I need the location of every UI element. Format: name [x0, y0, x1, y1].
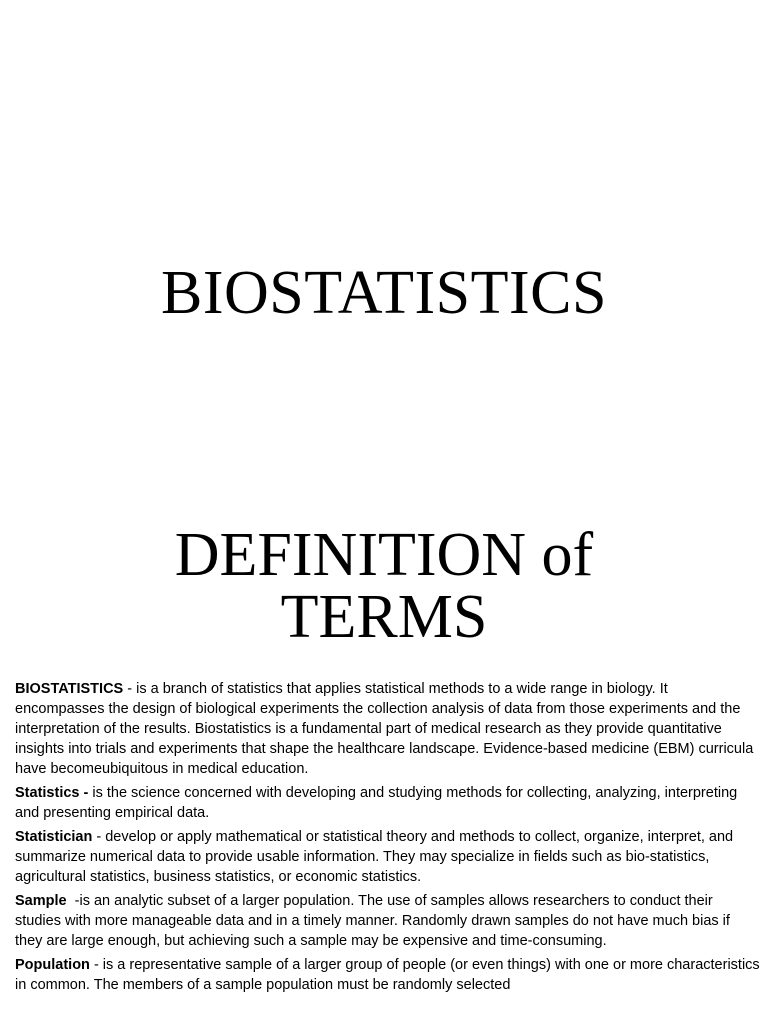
definition-paragraph-statistician — [15, 827, 760, 887]
term-label: Statistician — [15, 829, 93, 845]
definitions-heading — [0, 521, 768, 651]
document-title: BIOSTATISTICS — [161, 259, 607, 327]
definition-paragraph-population — [15, 955, 760, 995]
term-label: Population — [15, 957, 90, 973]
definition-paragraph-biostatistics — [15, 679, 760, 779]
definition-text: - is a branch of statistics that applies statistical methods to a wide range in biology. It encompasses the design of biological experiments the collection analysis of data from those experiments and the interpretation of the results. Biostatistics is a fundamental part of medical research as they provide quantitative insights into trials and experiments that shape the healthcare landscape. Evidence-based medicine (EBM) curricula have becomeubiquitous in medical education. — [15, 681, 754, 777]
term-label: Sample — [15, 893, 67, 909]
definitions-slide — [0, 521, 768, 1024]
term-label: Statistics - — [15, 785, 89, 801]
definitions-body — [15, 679, 760, 999]
definition-paragraph-sample — [15, 891, 760, 951]
definitions-heading-line1: DEFINITION of — [174, 521, 594, 589]
term-label: BIOSTATISTICS — [15, 681, 124, 697]
definition-text: - is a representative sample of a larger group of people (or even things) with one or more characteristics in common. The members of a sample population must be randomly selected — [15, 957, 760, 993]
definition-text: - develop or apply mathematical or statistical theory and methods to collect, organize, interpret, and summarize numerical data to provide usable information. They may specialize in fields such as bio-statistics, agricultural statistics, business statistics, or economic statistics. — [15, 829, 734, 885]
definition-text: is the science concerned with developing and studying methods for collecting, analyzing, interpreting and presenting empirical data. — [15, 785, 738, 821]
definition-text: -is an analytic subset of a larger population. The use of samples allows researchers to conduct their studies with more manageable data and in a timely manner. Randomly drawn samples do not have much bias if they are large enough, but achieving such a sample may be expensive and time-consuming. — [15, 893, 734, 949]
definitions-heading-line2: TERMS — [280, 583, 488, 651]
definition-paragraph-statistics — [15, 783, 760, 823]
